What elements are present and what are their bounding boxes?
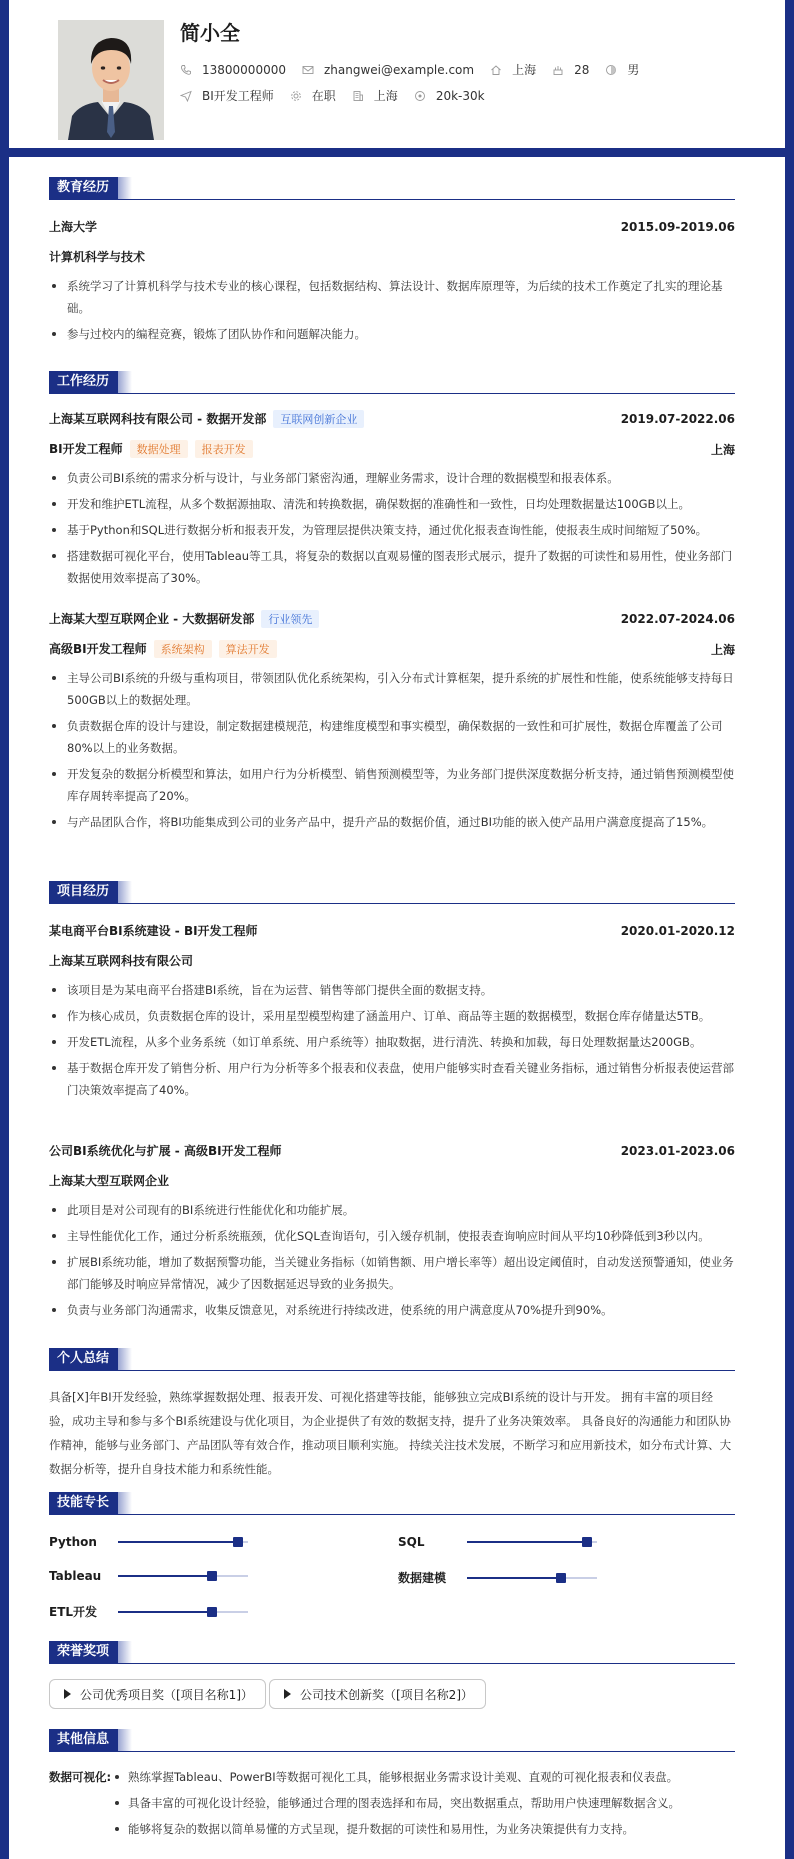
gear-icon bbox=[290, 90, 302, 102]
other-label: 数据可视化: bbox=[49, 1770, 112, 1784]
skill-name: 数据建模 bbox=[398, 1571, 447, 1585]
email-item bbox=[302, 63, 474, 77]
list-item: 具备丰富的可视化设计经验，能够通过合理的图表选择和布局，突出数据重点，帮助用户快速理解数据含义。 bbox=[111, 1792, 735, 1814]
list-item: 基于数据仓库开发了销售分析、用户行为分析等多个报表和仪表盘，使用户能够实时查看关键业务指标，通过销售分析报表使运营部门决策效率提高了40%。 bbox=[49, 1057, 735, 1101]
target-city-item bbox=[352, 87, 398, 104]
awards-section-header bbox=[49, 1641, 735, 1663]
list-item: 作为核心成员，负责数据仓库的设计，采用星型模型构建了涵盖用户、订单、商品等主题的数据模型，数据仓库存储量达5TB。 bbox=[49, 1005, 735, 1027]
summary-section-header bbox=[49, 1348, 735, 1370]
project-company: 上海某互联网科技有限公司 bbox=[49, 954, 194, 968]
mail-icon bbox=[302, 64, 314, 76]
section-title: 项目经历 bbox=[49, 881, 118, 903]
skill-tag: 系统架构 bbox=[154, 640, 212, 658]
skill-fill bbox=[467, 1541, 587, 1543]
project-date: 2023.01-2023.06 bbox=[620, 1143, 735, 1158]
skill-name: Tableau bbox=[49, 1569, 102, 1583]
major-row bbox=[49, 248, 735, 265]
company-tag: 行业领先 bbox=[261, 610, 319, 628]
header-divider bbox=[0, 148, 794, 157]
section-title: 荣誉奖项 bbox=[49, 1641, 118, 1663]
job-header-row bbox=[49, 610, 735, 628]
project-bullets bbox=[49, 1199, 735, 1325]
job-header-row bbox=[49, 410, 735, 428]
section-title: 工作经历 bbox=[49, 371, 118, 393]
education-bullets bbox=[49, 275, 735, 349]
location-text: 上海 bbox=[512, 63, 537, 77]
skill-knob bbox=[233, 1537, 243, 1547]
job-date: 2022.07-2024.06 bbox=[620, 612, 735, 626]
job-bullets bbox=[49, 667, 735, 837]
list-item: 扩展BI系统功能，增加了数据预警功能，当关键业务指标（如销售额、用户增长率等）超出设定阈值时，自动发送预警通知，使业务部门能够及时响应异常情况，减少了因数据延迟导致的业务损失。 bbox=[49, 1251, 735, 1295]
summary-text: 具备[X]年BI开发经验，熟练掌握数据处理、报表开发、可视化搭建等技能，能够独立完成BI系统的设计与开发。 拥有丰富的项目经验，成功主导和参与多个BI系统建设与优化项目，为企业提供了有效的数据支持，提升了业务决策效率。 具备良好的沟通能力和团队协作精神，能够与业务部门、产品团队等有效合作，推动项目顺利实施。 持续关注技术发展，不断学习和应用新技术，如分布式计算、大数据分析等，提升自身技术能力和系统性能。 bbox=[49, 1390, 732, 1476]
skill-tag: 数据处理 bbox=[130, 440, 188, 458]
avatar bbox=[58, 20, 164, 140]
job-company: 上海某大型互联网企业 - 大数据研发部 行业领先 bbox=[49, 610, 319, 628]
job-intent-row bbox=[180, 87, 501, 104]
skill-tag: 报表开发 bbox=[195, 440, 253, 458]
skill-bar bbox=[398, 1569, 597, 1586]
skill-bar bbox=[49, 1603, 248, 1620]
salary-text: 20k-30k bbox=[435, 88, 485, 103]
education-row bbox=[49, 218, 735, 235]
skill-bar bbox=[49, 1569, 248, 1583]
award-chip bbox=[49, 1679, 266, 1709]
list-item: 此项目是对公司现有的BI系统进行性能优化和功能扩展。 bbox=[49, 1199, 735, 1221]
section-title: 个人总结 bbox=[49, 1348, 118, 1370]
job-role: BI开发工程师 数据处理 报表开发 bbox=[49, 440, 253, 458]
project-header-row bbox=[49, 1142, 735, 1159]
list-item: 负责公司BI系统的需求分析与设计，与业务部门紧密沟通，理解业务需求，设计合理的数据模型和报表体系。 bbox=[49, 467, 735, 489]
list-item: 熟练掌握Tableau、PowerBI等数据可视化工具，能够根据业务需求设计美观、直观的可视化报表和仪表盘。 bbox=[111, 1766, 735, 1788]
age-text: 28 bbox=[574, 62, 590, 77]
project-date: 2020.01-2020.12 bbox=[620, 923, 735, 938]
skill-fill bbox=[118, 1541, 238, 1543]
major-name: 计算机科学与技术 bbox=[49, 250, 146, 264]
job-role: 高级BI开发工程师 系统架构 算法开发 bbox=[49, 640, 277, 658]
project-bullets bbox=[49, 979, 735, 1105]
skills-section-header bbox=[49, 1492, 735, 1514]
phone-icon bbox=[180, 64, 192, 76]
job-city: 上海 bbox=[710, 642, 735, 657]
list-item: 主导公司BI系统的升级与重构项目，带领团队优化系统架构，引入分布式计算框架，提升系统的扩展性和性能，使系统能够支持每日500GB以上的数据处理。 bbox=[49, 667, 735, 711]
skill-knob bbox=[556, 1573, 566, 1583]
project-company: 上海某大型互联网企业 bbox=[49, 1174, 170, 1188]
location-item bbox=[490, 61, 536, 78]
job-target-text: BI开发工程师 bbox=[202, 89, 274, 103]
other-section-header bbox=[49, 1729, 735, 1751]
list-item: 开发复杂的数据分析模型和算法，如用户行为分析模型、销售预测模型等，为业务部门提供深度数据分析支持，通过销售预测模型使库存周转率提高了20%。 bbox=[49, 763, 735, 807]
skill-fill bbox=[467, 1577, 561, 1579]
list-item: 参与过校内的编程竞赛，锻炼了团队协作和问题解决能力。 bbox=[49, 323, 735, 345]
skill-knob bbox=[207, 1571, 217, 1581]
skill-tag: 算法开发 bbox=[219, 640, 277, 658]
list-item: 开发和维护ETL流程，从多个数据源抽取、清洗和转换数据，确保数据的准确性和一致性，日均处理数据量达100GB以上。 bbox=[49, 493, 735, 515]
skill-name: Python bbox=[49, 1535, 97, 1549]
skill-bar bbox=[49, 1535, 248, 1549]
list-item: 能够将复杂的数据以简单易懂的方式呈现，提升数据的可读性和易用性，为业务决策提供有力支持。 bbox=[111, 1818, 735, 1840]
skill-knob bbox=[207, 1607, 217, 1617]
company-tag: 互联网创新企业 bbox=[273, 410, 364, 428]
education-date: 2015.09-2019.06 bbox=[620, 219, 735, 234]
project-header-row bbox=[49, 922, 735, 939]
status-item bbox=[290, 87, 336, 104]
list-item: 开发ETL流程，从多个业务系统（如订单系统、用户系统等）抽取数据，进行清洗、转换和加载，每日处理数据量达200GB。 bbox=[49, 1031, 735, 1053]
skill-fill bbox=[118, 1575, 212, 1577]
education-section-header bbox=[49, 177, 735, 199]
play-icon bbox=[284, 1689, 291, 1699]
home-icon bbox=[490, 64, 502, 76]
status-text: 在职 bbox=[311, 89, 336, 103]
list-item: 系统学习了计算机科学与技术专业的核心课程，包括数据结构、算法设计、数据库原理等，为后续的技术工作奠定了扎实的理论基础。 bbox=[49, 275, 735, 319]
list-item: 搭建数据可视化平台，使用Tableau等工具，将复杂的数据以直观易懂的图表形式展示，提升了数据的可读性和易用性，使业务部门数据使用效率提高了30%。 bbox=[49, 545, 735, 589]
award-text: 公司技术创新奖（[项目名称2]） bbox=[300, 1687, 473, 1702]
job-role-row bbox=[49, 640, 735, 658]
project-section-header bbox=[49, 881, 735, 903]
award-chip bbox=[269, 1679, 486, 1709]
other-info bbox=[49, 1766, 735, 1844]
job-target-item bbox=[180, 87, 274, 104]
skill-name: SQL bbox=[398, 1535, 425, 1549]
list-item: 该项目是为某电商平台搭建BI系统，旨在为运营、销售等部门提供全面的数据支持。 bbox=[49, 979, 735, 1001]
section-title: 教育经历 bbox=[49, 177, 118, 199]
email-text: zhangwei@example.com bbox=[323, 62, 475, 77]
work-section-header bbox=[49, 371, 735, 393]
gender-icon bbox=[605, 64, 617, 76]
salary-item bbox=[414, 89, 485, 103]
list-item: 负责与业务部门沟通需求，收集反馈意见，对系统进行持续改进，使系统的用户满意度从70%提升到90%。 bbox=[49, 1299, 735, 1321]
skill-fill bbox=[118, 1611, 212, 1613]
job-city: 上海 bbox=[710, 442, 735, 457]
phone-item bbox=[180, 63, 286, 77]
project-name: 某电商平台BI系统建设 - BI开发工程师 bbox=[49, 924, 258, 938]
skill-knob bbox=[582, 1537, 592, 1547]
building-icon bbox=[352, 90, 364, 102]
send-icon bbox=[180, 90, 192, 102]
candidate-name: 简小全 bbox=[180, 21, 240, 45]
list-item: 主导性能优化工作，通过分析系统瓶颈，优化SQL查询语句，引入缓存机制，使报表查询响应时间从平均10秒降低到3秒以内。 bbox=[49, 1225, 735, 1247]
gender-text: 男 bbox=[627, 63, 640, 77]
job-date: 2019.07-2022.06 bbox=[620, 412, 735, 426]
project-company-row bbox=[49, 1172, 735, 1189]
award-text: 公司优秀项目奖（[项目名称1]） bbox=[80, 1687, 253, 1702]
other-list bbox=[111, 1766, 735, 1840]
contact-row bbox=[180, 61, 655, 78]
phone-text: 13800000000 bbox=[202, 62, 286, 77]
job-role-row bbox=[49, 440, 735, 458]
list-item: 负责数据仓库的设计与建设，制定数据建模规范，构建维度模型和事实模型，确保数据的一致性和可扩展性，数据仓库覆盖了公司80%以上的业务数据。 bbox=[49, 715, 735, 759]
resume-header bbox=[9, 0, 785, 148]
cake-icon bbox=[552, 64, 564, 76]
project-name: 公司BI系统优化与扩展 - 高级BI开发工程师 bbox=[49, 1144, 282, 1158]
list-item: 基于Python和SQL进行数据分析和报表开发，为管理层提供决策支持，通过优化报表查询性能，使报表生成时间缩短了50%。 bbox=[49, 519, 735, 541]
age-item bbox=[552, 63, 589, 77]
coin-icon bbox=[414, 90, 426, 102]
section-title: 技能专长 bbox=[49, 1492, 118, 1514]
job-bullets bbox=[49, 467, 735, 593]
target-city-text: 上海 bbox=[373, 89, 398, 103]
list-item: 与产品团队合作，将BI功能集成到公司的业务产品中，提升产品的数据价值，通过BI功能的嵌入使产品用户满意度提高了15%。 bbox=[49, 811, 735, 833]
school-name: 上海大学 bbox=[49, 220, 98, 234]
project-company-row bbox=[49, 952, 735, 969]
job-company: 上海某互联网科技有限公司 - 数据开发部 互联网创新企业 bbox=[49, 410, 364, 428]
gender-item bbox=[605, 61, 639, 78]
skill-name: ETL开发 bbox=[49, 1605, 98, 1619]
skill-bar bbox=[398, 1535, 597, 1549]
play-icon bbox=[64, 1689, 71, 1699]
section-title: 其他信息 bbox=[49, 1729, 118, 1751]
